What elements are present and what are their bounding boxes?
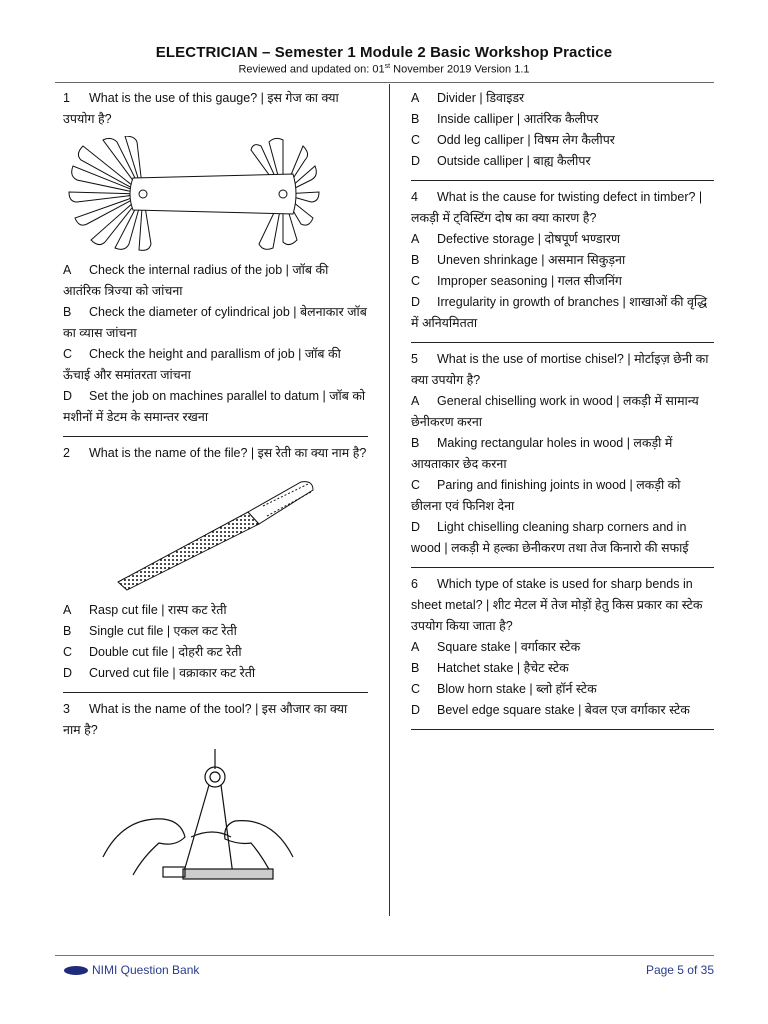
option-b[interactable] <box>63 621 368 642</box>
question-number: 4 <box>411 190 418 204</box>
question-separator <box>411 567 714 568</box>
question-6 <box>411 574 714 637</box>
question-1 <box>63 88 368 130</box>
question-6-options <box>411 637 714 721</box>
option-text: Single cut file | एकल कट रेती <box>89 624 237 638</box>
option-text: Defective storage | दोषपूर्ण भण्डारण <box>437 232 620 246</box>
option-letter: D <box>63 666 73 680</box>
option-text: Blow horn stake | ब्लो हॉर्न स्टेक <box>437 682 597 696</box>
option-letter: D <box>63 389 73 403</box>
header-rule <box>55 82 714 83</box>
option-text: Bevel edge square stake | बेवल एज वर्गाकार स्टेक <box>437 703 690 717</box>
page-header <box>0 44 768 76</box>
question-1-options <box>63 260 368 428</box>
option-letter: B <box>411 253 420 267</box>
option-a[interactable] <box>63 260 368 302</box>
option-c[interactable] <box>411 130 714 151</box>
question-text: What is the use of this gauge? | इस गेज का क्या उपयोग है? <box>63 91 339 126</box>
option-letter: A <box>411 640 420 654</box>
question-text: What is the cause for twisting defect in timber? | लकड़ी में ट्विस्टिंग दोष का क्या कारण है? <box>411 190 703 225</box>
option-d[interactable] <box>63 386 368 428</box>
question-number: 6 <box>411 577 418 591</box>
option-text: Check the diameter of cylindrical job | बेलनाकार जॉब का व्यास जांचना <box>63 305 367 340</box>
option-text: General chiselling work in wood | लकड़ी में सामान्य छेनीकरण करना <box>411 394 699 429</box>
option-text: Divider | डिवाइडर <box>437 91 525 105</box>
page-number: Page 5 of 35 <box>645 963 714 977</box>
question-separator <box>411 342 714 343</box>
option-letter: D <box>411 154 421 168</box>
option-letter: D <box>411 520 421 534</box>
question-number: 1 <box>63 91 70 105</box>
option-b[interactable] <box>411 433 714 475</box>
option-letter: A <box>63 263 72 277</box>
question-3-options <box>411 88 714 172</box>
option-b[interactable] <box>411 250 714 271</box>
footer-rule <box>55 955 714 956</box>
option-letter: C <box>411 682 421 696</box>
question-2 <box>63 443 368 464</box>
question-separator <box>411 729 714 730</box>
option-text: Paring and finishing joints in wood | लकड़ी को छीलना एवं फिनिश देना <box>411 478 681 513</box>
question-separator <box>63 436 368 437</box>
option-letter: A <box>411 394 420 408</box>
option-b[interactable] <box>63 302 368 344</box>
question-3 <box>63 699 368 741</box>
reviewed-sup: st <box>384 63 391 70</box>
option-a[interactable] <box>63 600 368 621</box>
option-d[interactable] <box>411 700 714 721</box>
footer-brand-text: NIMI Question Bank <box>92 963 200 977</box>
option-text: Uneven shrinkage | असमान सिकुड़ना <box>437 253 626 267</box>
option-c[interactable] <box>63 642 368 663</box>
question-text: Which type of stake is used for sharp bends in sheet metal? | शीट मेटल में तेज मोड़ों हेतु किस प्रकार का स्टेक उपयोग किया जाता है? <box>411 577 703 633</box>
option-a[interactable] <box>411 637 714 658</box>
question-text: What is the use of mortise chisel? | मोर्टाइज़ छेनी का क्या उपयोग है? <box>411 352 709 387</box>
footer-brand <box>64 963 199 977</box>
question-separator <box>63 692 368 693</box>
rasp-file-figure <box>63 470 323 594</box>
option-letter: A <box>63 603 72 617</box>
option-c[interactable] <box>411 271 714 292</box>
option-letter: A <box>411 91 420 105</box>
option-text: Rasp cut file | रास्प कट रेती <box>89 603 227 617</box>
option-a[interactable] <box>411 391 714 433</box>
document-title: ELECTRICIAN – Semester 1 Module 2 Basic Workshop Practice <box>155 44 613 61</box>
option-text: Square stake | वर्गाकार स्टेक <box>437 640 581 654</box>
question-2-options <box>63 600 368 684</box>
option-d[interactable] <box>63 663 368 684</box>
left-column <box>63 88 368 893</box>
option-c[interactable] <box>63 344 368 386</box>
option-text: Check the internal radius of the job | जॉब की आतंरिक त्रिज्या को जांचना <box>63 263 329 298</box>
option-letter: C <box>63 347 73 361</box>
question-number: 3 <box>63 702 70 716</box>
option-text: Curved cut file | वक्राकार कट रेती <box>89 666 256 680</box>
option-text: Making rectangular holes in wood | लकड़ी में आयताकार छेद करना <box>411 436 673 471</box>
option-letter: A <box>411 232 420 246</box>
question-number: 5 <box>411 352 418 366</box>
option-text: Improper seasoning | गलत सीजनिंग <box>437 274 622 288</box>
option-letter: D <box>411 703 421 717</box>
question-5 <box>411 349 714 391</box>
option-text: Set the job on machines parallel to datum | जॉब को मशीनों में डेटम के समान्तर रखना <box>63 389 366 424</box>
option-text: Double cut file | दोहरी कट रेती <box>89 645 242 659</box>
option-b[interactable] <box>411 658 714 679</box>
option-text: Inside calliper | आतंरिक कैलीपर <box>437 112 599 126</box>
question-4-options <box>411 229 714 334</box>
option-d[interactable] <box>411 517 714 559</box>
question-number: 2 <box>63 446 70 460</box>
option-text: Irregularity in growth of branches | शाखाओं की वृद्धि में अनियमितता <box>411 295 708 330</box>
column-divider <box>389 84 390 916</box>
option-letter: B <box>63 305 72 319</box>
option-b[interactable] <box>411 109 714 130</box>
nimi-logo-icon <box>64 966 88 975</box>
option-text: Outside calliper | बाह्य कैलीपर <box>437 154 591 168</box>
option-letter: B <box>411 112 420 126</box>
reviewed-suffix: November 2019 Version 1.1 <box>390 63 530 76</box>
option-c[interactable] <box>411 475 714 517</box>
option-letter: C <box>411 478 421 492</box>
question-5-options <box>411 391 714 559</box>
option-letter: C <box>411 133 421 147</box>
question-text: What is the name of the tool? | इस औजार का क्या नाम है? <box>63 702 348 737</box>
option-letter: B <box>411 661 420 675</box>
option-letter: B <box>411 436 420 450</box>
document-version <box>0 63 768 76</box>
option-text: Light chiselling cleaning sharp corners and in wood | लकड़ी मे हल्का छेनीकरण तथा तेज किनारो की सफाई <box>411 520 689 555</box>
option-a[interactable] <box>411 229 714 250</box>
radius-gauge-figure <box>63 136 323 254</box>
option-d[interactable] <box>411 151 714 172</box>
option-letter: D <box>411 295 421 309</box>
option-text: Hatchet stake | हैचेट स्टेक <box>437 661 569 675</box>
reviewed-prefix: Reviewed and updated on: 01 <box>238 63 385 76</box>
option-text: Odd leg calliper | विषम लेग कैलीपर <box>437 133 615 147</box>
option-letter: B <box>63 624 72 638</box>
right-column <box>411 88 714 736</box>
option-letter: C <box>411 274 421 288</box>
divider-tool-figure <box>63 747 323 887</box>
option-text: Check the height and parallism of job | जॉब की ऊँचाई और समांतरता जांचना <box>63 347 341 382</box>
option-letter: C <box>63 645 73 659</box>
question-separator <box>411 180 714 181</box>
option-d[interactable] <box>411 292 714 334</box>
option-a[interactable] <box>411 88 714 109</box>
question-4 <box>411 187 714 229</box>
option-c[interactable] <box>411 679 714 700</box>
question-text: What is the name of the file? | इस रेती का क्या नाम है? <box>89 446 367 460</box>
